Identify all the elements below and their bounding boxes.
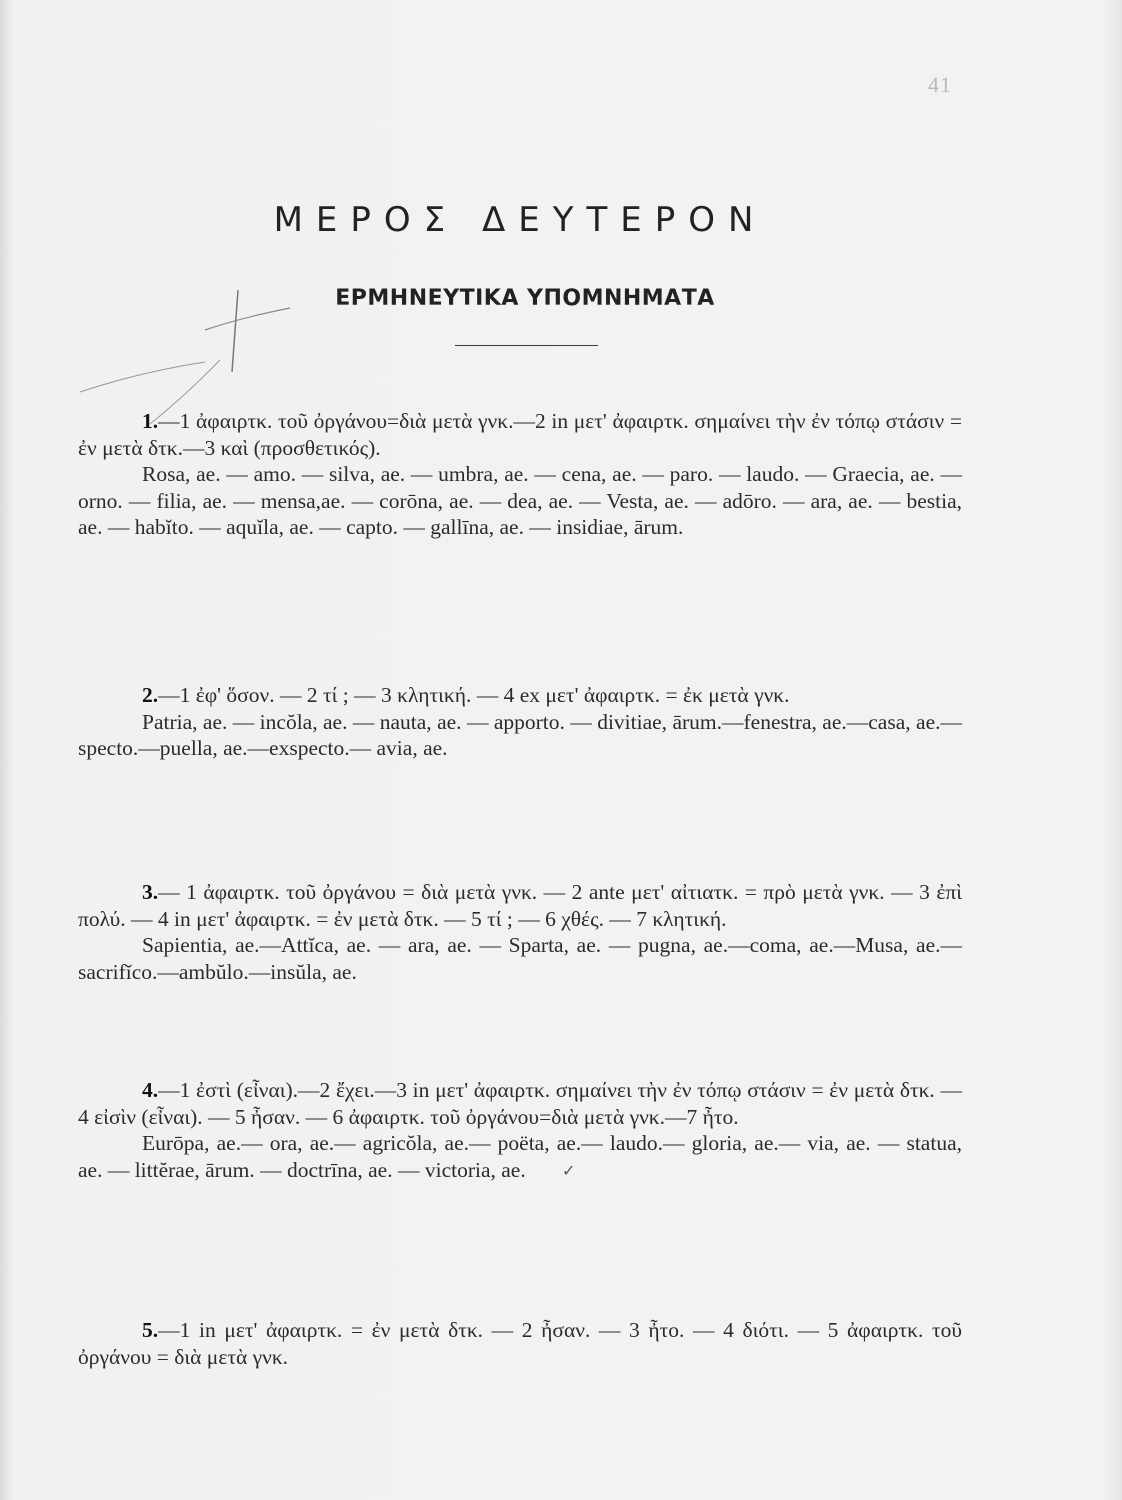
- note-3: [78, 879, 962, 985]
- note-1: [78, 408, 962, 541]
- page-number: 41: [928, 72, 952, 97]
- note-number: 2.: [142, 683, 159, 707]
- note-number: 5.: [142, 1318, 159, 1342]
- note-5: [78, 1317, 962, 1370]
- subtitle: ΕΡΜΗΝΕΥΤΙΚΑ ΥΠΟΜΝΗΜΑΤΑ: [335, 286, 715, 311]
- note-number: 4.: [142, 1078, 159, 1102]
- check-mark-icon: ✓: [562, 1161, 576, 1180]
- note-grammar: —1 ἐφ' ὅσον. — 2 τί ; — 3 κλητική. — 4 ex μετ' ἀφαιρτκ. = ἐκ μετὰ γνκ.: [158, 683, 790, 707]
- note-grammar: —1 in μετ' ἀφαιρτκ. = ἐν μετὰ δτκ. — 2 ἦσαν. — 3 ἦτο. — 4 διότι. — 5 ἀφαιρτκ. τοῦ ὀργάνου = διὰ μετὰ γνκ.: [78, 1318, 962, 1369]
- note-vocabulary: Eurōpa, ae.— ora, ae.— agricŏla, ae.— poëta, ae.— laudo.— gloria, ae.— via, ae. — statua, ae. — littĕrae, ārum. — doctrīna, ae. — victoria, ae.: [78, 1131, 962, 1182]
- note-vocabulary: Sapientia, ae.—Attĭca, ae. — ara, ae. — Sparta, ae. — pugna, ae.—coma, ae.—Musa, ae.—sacrifĭco.—ambŭlo.—insŭla, ae.: [78, 933, 962, 984]
- note-grammar: — 1 ἀφαιρτκ. τοῦ ὀργάνου = διὰ μετὰ γνκ. — 2 ante μετ' αἰτιατκ. = πρὸ μετὰ γνκ. — 3 ἐπὶ πολύ. — 4 in μετ' ἀφαιρτκ. = ἐν μετὰ δτκ. — 5 τί ; — 6 χθές. — 7 κλητική.: [78, 880, 962, 931]
- note-number: 1.: [142, 409, 159, 433]
- note-2: [78, 682, 962, 762]
- note-4: [78, 1077, 962, 1183]
- note-grammar: —1 ἐστὶ (εἶναι).—2 ἔχει.—3 in μετ' ἀφαιρτκ. σημαίνει τὴν ἐν τόπῳ στάσιν = ἐν μετὰ δτκ. — 4 εἰσὶν (εἶναι). — 5 ἦσαν. — 6 ἀφαιρτκ. τοῦ ὀργάνου=διὰ μετὰ γνκ.—7 ἦτο.: [78, 1078, 962, 1129]
- note-vocabulary: Rosa, ae. — amo. — silva, ae. — umbra, ae. — cena, ae. — paro. — laudo. — Graecia, ae. — orno. — filia, ae. — mensa,ae. — corōna, ae. — dea, ae. — Vesta, ae. — adōro. — ara, ae. — bestia, ae. — habĭto. — aquĭla, ae. — capto. — gallīna, ae. — insidiae, ārum.: [78, 462, 962, 539]
- part-title: ΜΕΡΟΣ ΔΕΥΤΕΡΟΝ: [273, 200, 767, 240]
- note-number: 3.: [142, 880, 159, 904]
- title-divider: [455, 345, 598, 346]
- note-grammar: —1 ἀφαιρτκ. τοῦ ὀργάνου=διὰ μετὰ γνκ.—2 in μετ' ἀφαιρτκ. σημαίνει τὴν ἐν τόπῳ στάσιν = ἐν μετὰ δτκ.—3 καὶ (προσθετικός).: [78, 409, 962, 460]
- note-vocabulary: Patria, ae. — incŏla, ae. — nauta, ae. — apporto. — divitiae, ārum.—fenestra, ae.—casa, ae.—specto.—puella, ae.—exspecto.— avia, ae.: [78, 709, 962, 760]
